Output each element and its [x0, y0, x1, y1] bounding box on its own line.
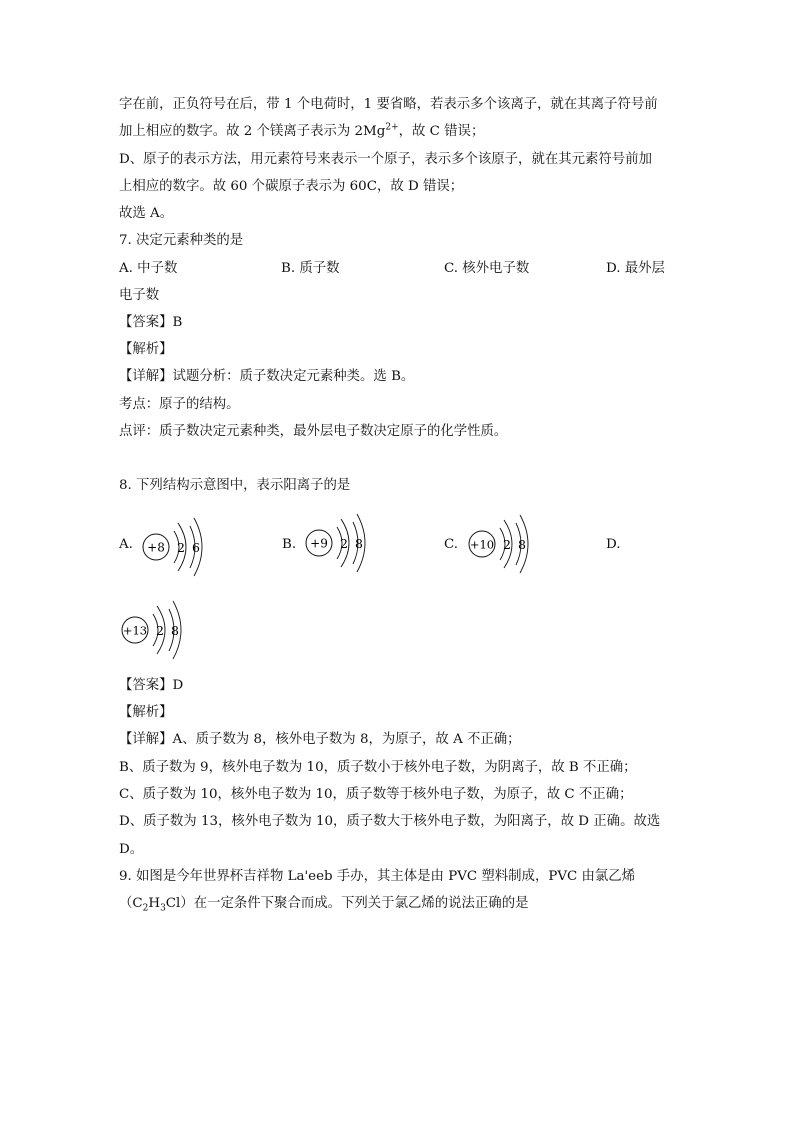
shell-2-electrons: 8: [171, 623, 179, 638]
q8-answer: 【答案】D: [119, 678, 184, 693]
q7-option-d: D. 最外层: [606, 261, 665, 276]
q7-answer: 【答案】B: [119, 315, 183, 330]
nucleus-charge: +13: [122, 623, 148, 638]
text-fragment: 加上相应的数字。故 2 个镁离子表示为 2Mg: [119, 124, 386, 139]
question-9-stem-cont: [119, 895, 528, 913]
text-line: D、原子的表示方法，用元素符号来表示一个原子，表示多个该原子，就在其元素符号前加: [119, 152, 652, 167]
atom-diagram-c: [466, 507, 536, 585]
shell-1-electrons: 2: [177, 540, 185, 555]
subscript: 2: [142, 903, 149, 914]
subscript: 3: [160, 903, 166, 914]
question-7-stem: 7. 决定元素种类的是: [119, 233, 244, 248]
text-fragment: H: [148, 896, 161, 911]
text-line: [119, 123, 484, 141]
q8-detail-d: D、质子数为 13，核外电子数为 10，质子数大于核外电子数，为阳离子，故 D 正确。故选: [119, 814, 661, 829]
q8-detail-c: C、质子数为 10，核外电子数为 10，质子数等于核外电子数，为原子，故 C 不正确；: [119, 787, 633, 802]
shell-1-electrons: 2: [503, 537, 511, 552]
shell-2-electrons: 8: [355, 536, 363, 551]
q7-point: 考点：原子的结构。: [119, 397, 240, 412]
shell-1-electrons: 2: [340, 536, 348, 551]
q8-option-a-label: A.: [119, 537, 133, 552]
q7-comment: 点评：质子数决定元素种类，最外层电子数决定原子的化学性质。: [119, 424, 508, 439]
q7-option-b: B. 质子数: [281, 261, 340, 276]
superscript: 2+: [385, 122, 399, 133]
atom-diagram-b: [303, 506, 373, 584]
shell-2-electrons: 8: [518, 537, 526, 552]
q8-option-b-label: B.: [282, 537, 297, 552]
text-fragment: ，故 C 错误；: [398, 124, 485, 139]
q8-option-c-label: C.: [444, 537, 459, 552]
nucleus-charge: +8: [147, 540, 165, 555]
nucleus-charge: +9: [310, 536, 328, 551]
q7-option-c: C. 核外电子数: [444, 261, 530, 276]
q8-detail-a: 【详解】A、质子数为 8，核外电子数为 8，为原子，故 A 不正确；: [119, 732, 521, 747]
q8-detail-end: D。: [119, 842, 144, 857]
text-line: 故选 A。: [119, 206, 174, 221]
question-9-stem: 9. 如图是今年世界杯吉祥物 La'eeb 手办，其主体是由 PVC 塑料制成，PVC 由氯乙烯: [119, 869, 636, 884]
q7-analysis-heading: 【解析】: [119, 342, 173, 357]
q7-detail: 【详解】试题分析：质子数决定元素种类。选 B。: [119, 369, 415, 384]
text-line: 字在前，正负符号在后，带 1 个电荷时，1 要省略，若表示多个该离子，就在其离子符号前: [119, 97, 658, 112]
question-8-stem: 8. 下列结构示意图中，表示阳离子的是: [119, 478, 351, 493]
atom-diagram-d: [119, 593, 189, 671]
nucleus-charge: +10: [469, 537, 495, 552]
shell-2-electrons: 6: [192, 540, 200, 555]
atom-diagram-a: [140, 510, 210, 588]
q7-option-a: A. 中子数: [119, 261, 178, 276]
q8-detail-b: B、质子数为 9，核外电子数为 10，质子数小于核外电子数，为阴离子，故 B 不正确；: [119, 760, 637, 775]
text-fragment: （C: [119, 896, 143, 911]
q8-option-d-label: D.: [606, 537, 621, 552]
text-fragment: Cl）在一定条件下聚合而成。下列关于氯乙烯的说法正确的是: [165, 896, 529, 911]
shell-1-electrons: 2: [156, 623, 164, 638]
q7-option-wrap: 电子数: [119, 288, 160, 303]
q8-analysis-heading: 【解析】: [119, 705, 173, 720]
text-line: 上相应的数字。故 60 个碳原子表示为 60C，故 D 错误；: [119, 179, 464, 194]
